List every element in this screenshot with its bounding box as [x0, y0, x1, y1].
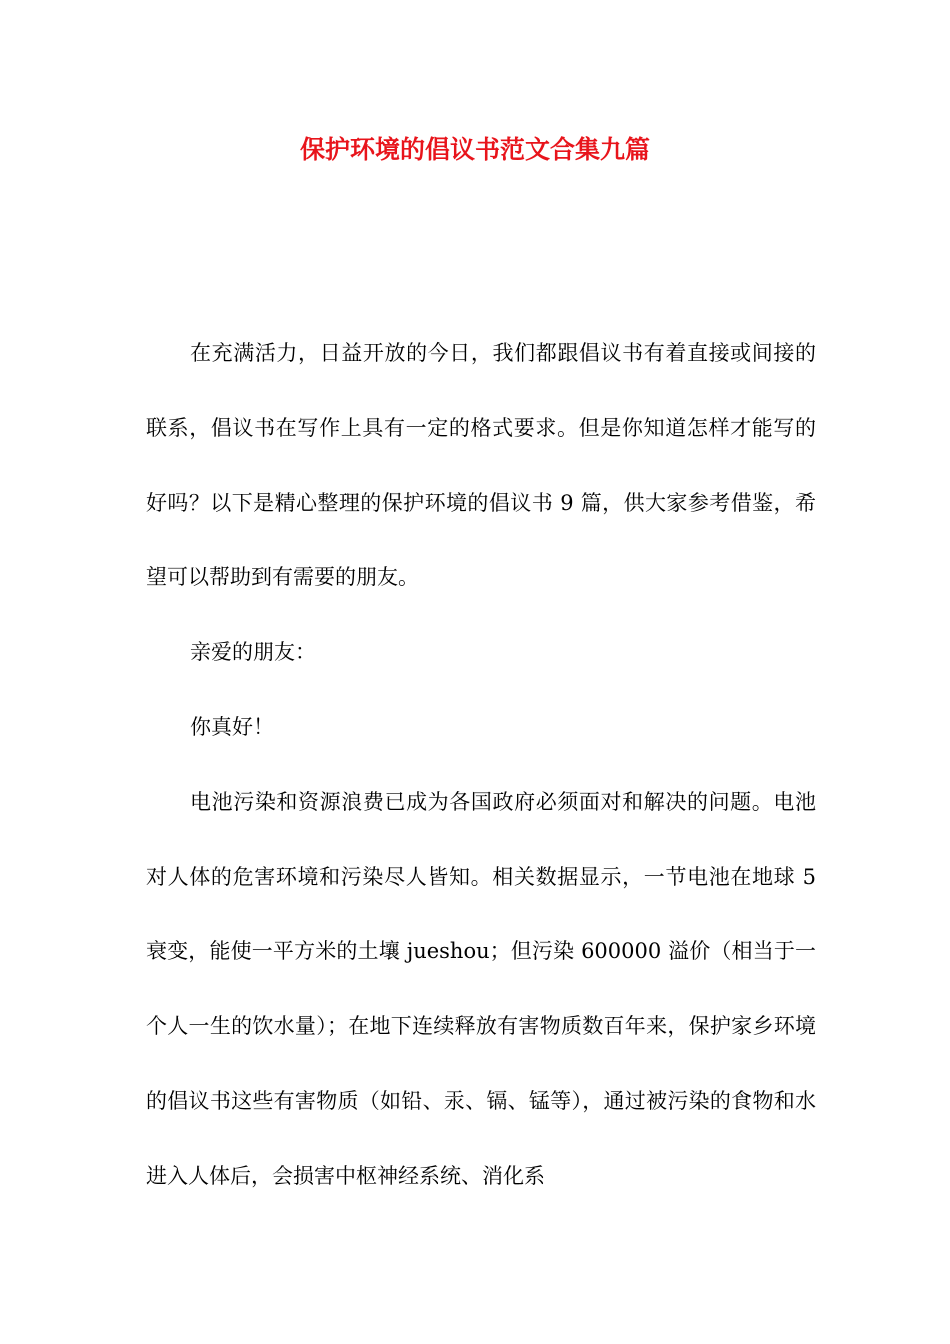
- greeting-paragraph: 你真好！: [190, 714, 274, 739]
- document-body: [146, 316, 816, 1214]
- intro-paragraph: 在充满活力，日益开放的今日，我们都跟倡议书有着直接或间接的联系，倡议书在写作上具有一定的格式要求。但是你知道怎样才能写的好吗？以下是精心整理的保护环境的倡议书 9 篇，供大家参考借鉴，希望可以帮助到有需要的朋友。: [146, 341, 816, 590]
- salutation-paragraph: 亲爱的朋友：: [190, 640, 316, 665]
- battery-pollution-paragraph: 电池污染和资源浪费已成为各国政府必须面对和解决的问题。电池对人体的危害环境和污染尽人皆知。相关数据显示，一节电池在地球 5 衰变，能使一平方米的土壤 jueshou；但污染 600000 溢价（相当于一个人一生的饮水量）；在地下连续释放有害物质数百年来，保护家乡环境的倡议书这些有害物质（如铅、汞、镉、锰等），通过被污染的食物和水进入人体后，会损害中枢神经系统、消化系: [146, 789, 816, 1188]
- document-title: 保护环境的倡议书范文合集九篇: [299, 135, 650, 164]
